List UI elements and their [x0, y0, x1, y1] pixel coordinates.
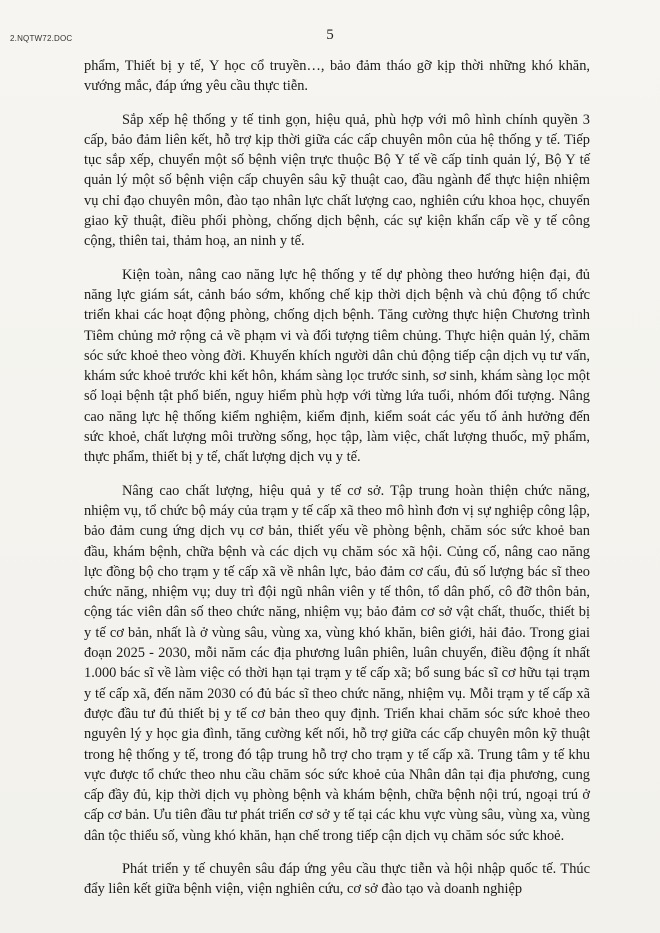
paragraph-health-system-restructuring: Sắp xếp hệ thống y tế tinh gọn, hiệu quả, phù hợp với mô hình chính quyền 3 cấp, bảo đảm liên kết, hỗ trợ kịp thời giữa các cấp chuyên môn của hệ thống y tế. Tiếp tục sắp xếp, chuyển một số bệnh viện trực thuộc Bộ Y tế về cấp tỉnh quản lý, Bộ Y tế quản lý một số bệnh viện cấp chuyên sâu kỹ thuật cao, đầu ngành để thực hiện nhiệm vụ chỉ đạo chuyên môn, đào tạo nhân lực chất lượng cao, nghiên cứu khoa học, chuyển giao kỹ thuật, điều phối phòng, chống dịch bệnh, các sự kiện khẩn cấp về y tế công cộng, thiên tai, thảm hoạ, an ninh y tế.: [84, 111, 590, 250]
paragraph-grassroots-health: Nâng cao chất lượng, hiệu quả y tế cơ sở. Tập trung hoàn thiện chức năng, nhiệm vụ, tổ chức bộ máy của trạm y tế cấp xã theo mô hình đơn vị sự nghiệp công lập, bảo đảm cung ứng dịch vụ cơ bản, thiết yếu về phòng bệnh, chăm sóc sức khoẻ ban đầu, khám bệnh, chữa bệnh và các dịch vụ chăm sóc xã hội. Củng cố, nâng cao năng lực đồng bộ cho trạm y tế cấp xã về nhân lực, bảo đảm cơ cấu, đủ số lượng bác sĩ theo chức năng, nhiệm vụ; duy trì đội ngũ nhân viên y tế thôn, tổ dân phố, cô đỡ thôn bản, cộng tác viên dân số theo chức năng, nhiệm vụ; bảo đảm cơ sở vật chất, thuốc, thiết bị y tế cơ bản, nhất là ở vùng sâu, vùng xa, vùng khó khăn, biên giới, hải đảo. Trong giai đoạn 2025 - 2030, mỗi năm các địa phương luân phiên, luân chuyển, điều động ít nhất 1.000 bác sĩ về làm việc có thời hạn tại trạm y tế cấp xã; bổ sung bác sĩ cơ hữu tại trạm y tế cấp xã, đến năm 2030 có đủ bác sĩ theo chức năng, nhiệm vụ. Mỗi trạm y tế cấp xã được đầu tư đủ thiết bị y tế cơ bản theo quy định. Triển khai chăm sóc sức khoẻ theo nguyên lý y học gia đình, tăng cường kết nối, hỗ trợ giữa các cấp chuyên môn kỹ thuật trong hệ thống y tế, trong đó tập trung hỗ trợ cho trạm y tế cấp xã. Trung tâm y tế khu vực được tổ chức theo nhu cầu chăm sóc sức khoẻ của Nhân dân tại địa phương, cung cấp đầy đủ, kịp thời dịch vụ phòng bệnh và khám bệnh, chữa bệnh nội trú, ngoại trú ở cấp cơ bản. Ưu tiên đầu tư phát triển cơ sở y tế tại các khu vực vùng sâu, vùng xa, vùng dân tộc thiểu số, vùng khó khăn, hạn chế trong tiếp cận dịch vụ chăm sóc sức khoẻ.: [84, 482, 590, 844]
document-file-id: 2.NQTW72.DOC: [10, 34, 73, 43]
page-number: 5: [326, 27, 334, 43]
paragraph-specialized-health: Phát triển y tế chuyên sâu đáp ứng yêu cầu thực tiễn và hội nhập quốc tế. Thúc đẩy liên kết giữa bệnh viện, viện nghiên cứu, cơ sở đào tạo và doanh nghiệp: [84, 860, 590, 898]
paragraph-continued: phẩm, Thiết bị y tế, Y học cổ truyền…, bảo đảm tháo gỡ kịp thời những khó khăn, vướng mắc, đáp ứng yêu cầu thực tiễn.: [84, 58, 590, 95]
document-body: [84, 56, 590, 900]
paragraph-preventive-health: Kiện toàn, nâng cao năng lực hệ thống y tế dự phòng theo hướng hiện đại, đủ năng lực giám sát, cảnh báo sớm, khống chế kịp thời dịch bệnh và chủ động tổ chức triển khai các hoạt động phòng, chống dịch bệnh. Tăng cường thực hiện Chương trình Tiêm chủng mở rộng cả về phạm vi và đối tượng tiêm chủng. Thực hiện quản lý, chăm sóc sức khoẻ theo vòng đời. Khuyến khích người dân chủ động tiếp cận dịch vụ tư vấn, khám sức khoẻ trước khi kết hôn, khám sàng lọc trước sinh, sơ sinh, khám sàng lọc một số loại bệnh tật phổ biến, nguy hiểm phù hợp với từng lứa tuổi, nhóm đối tượng. Nâng cao năng lực hệ thống kiểm nghiệm, kiểm định, kiểm soát các yếu tố ảnh hưởng đến sức khoẻ, chất lượng môi trường sống, học tập, làm việc, chất lượng thuốc, mỹ phẩm, thực phẩm, thiết bị y tế, chất lượng dịch vụ y tế.: [84, 266, 590, 466]
